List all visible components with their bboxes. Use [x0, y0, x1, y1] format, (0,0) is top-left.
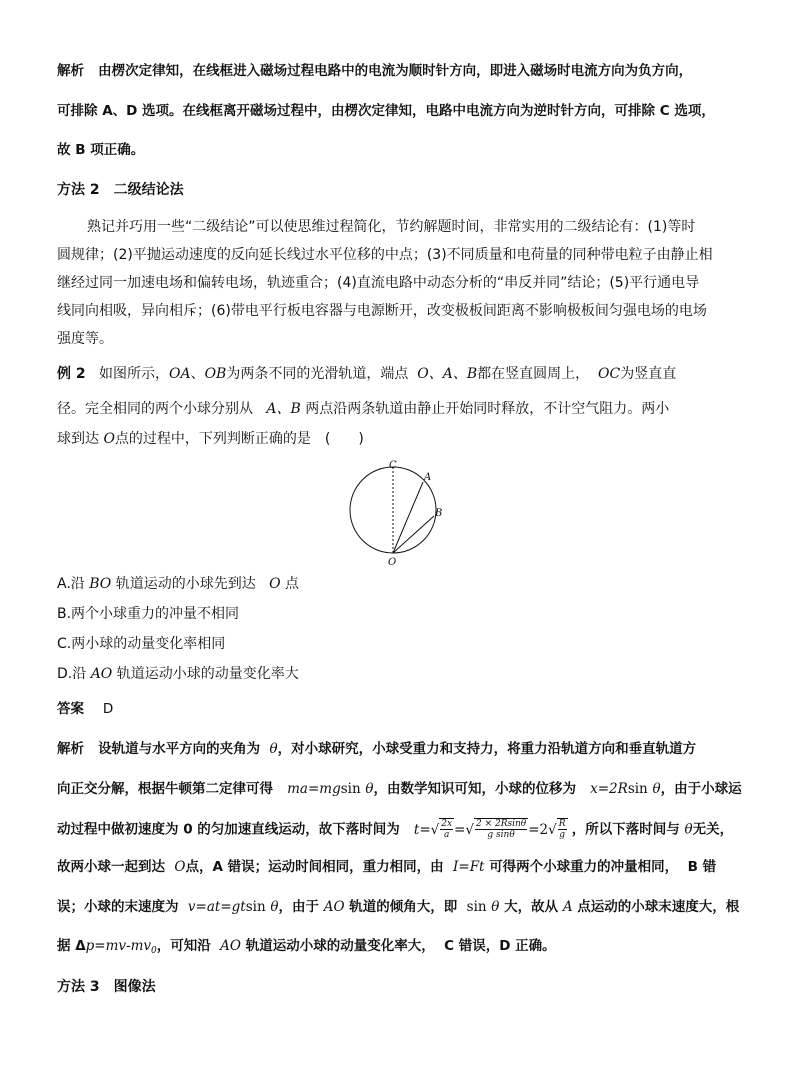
solution-line-6: 据 $\Delta p=mv-mv_0$，可知沿 AO 轨道运动小球的动量变化率大， C 错误，D 正确。: [57, 938, 556, 956]
option-b: B.两个小球重力的冲量不相同: [57, 606, 240, 622]
example-line-3: 球到达 O点的过程中，下列判断正确的是 ( ): [57, 431, 364, 447]
label-a: A: [424, 472, 432, 483]
solution-label: 解析: [57, 741, 84, 757]
analysis-line-2: 可排除 A、D 选项。在线框离开磁场过程中，由楞次定律知，电路中电流方向为逆时针方向，可排除 C 选项，: [57, 103, 715, 119]
method-3-heading: 方法 3 图像法: [57, 979, 156, 995]
solution-line-2: 向正交分解，根据牛顿第二定律可得 ma=mgsin θ，由数学知识可知，小球的位移为 x=2Rsin θ，由于小球运: [57, 781, 742, 797]
intro-line-3: 继经过同一加速电场和偏转电场，轨迹重合；(4)直流电路中动态分析的“串反并同”结论；(5)平行通电导: [57, 275, 700, 291]
option-a: A.沿 BO 轨道运动的小球先到达 O 点: [57, 576, 300, 592]
answer-line: [57, 700, 113, 718]
analysis-label: 解析: [57, 63, 84, 79]
analysis-line-1: [57, 62, 692, 80]
time-formula: t=√ $\frac{2x}{a}$ =√ $\frac{2 \times 2Rsin\theta}{\text{g sinθ}}$ =2√ $\frac{R}{g}$: [413, 819, 566, 840]
label-b: B: [435, 508, 443, 519]
circle-track-diagram: [349, 458, 449, 570]
answer-label: 答案: [57, 701, 84, 717]
example-label: 例 2: [57, 366, 86, 382]
solution-line-3: 动过程中做初速度为 0 的匀加速直线运动，故下落时间为 t=√ $\frac{2x}{a}$ =√ $\frac{2 \times 2Rsin\theta}{\text{g sinθ}}$ =2√ $\frac{R}{g}$ ，所以下落时间与 θ无关，: [57, 819, 734, 840]
intro-line-5: 强度等。: [57, 331, 113, 347]
example-line-1: 例 2 如图所示，OA、OB为两条不同的光滑轨道，端点 O、A、B都在竖直圆周上， OC为竖直直: [57, 366, 677, 382]
label-o: O: [388, 557, 397, 568]
method-2-heading: 方法 2 二级结论法: [57, 182, 184, 198]
example-line-2: 径。完全相同的两个小球分别从 A、B 两点沿两条轨道由静止开始同时释放，不计空气阻力。两小: [57, 401, 670, 417]
option-d: D.沿 AO 轨道运动小球的动量变化率大: [57, 666, 299, 682]
analysis-line-3: 故 B 项正确。: [57, 142, 145, 158]
intro-line-4: 线同向相吸，异向相斥；(6)带电平行板电容器与电源断开，改变极板间距离不影响极板间匀强电场的电场: [57, 303, 707, 319]
track-oa: [393, 482, 423, 553]
option-c: C.两小球的动量变化率相同: [57, 636, 226, 652]
intro-line-2: 圆规律；(2)平抛运动速度的反向延长线过水平位移的中点；(3)不同质量和电荷量的同种带电粒子由静止相: [57, 247, 713, 263]
solution-line-5: 误；小球的末速度为 v=at=gtsin θ，由于 AO 轨道的倾角大，即 sin θ 大，故从 A 点运动的小球末速度大，根: [57, 899, 740, 915]
solution-line-4: 故两小球一起到达 O点，A 错误；运动时间相同，重力相同，由 I=Ft 可得两个小球重力的冲量相同， B 错: [57, 859, 717, 875]
intro-line-1: 熟记并巧用一些“二级结论”可以使思维过程简化，节约解题时间，非常实用的二级结论有：(1)等时: [87, 219, 696, 235]
label-c: C: [389, 460, 397, 471]
analysis-text: 由楞次定律知，在线框进入磁场过程电路中的电流为顺时针方向，即进入磁场时电流方向为负方向，: [98, 63, 693, 79]
solution-line-1: 解析 设轨道与水平方向的夹角为 θ，对小球研究，小球受重力和支持力，将重力沿轨道方向和垂直轨道方: [57, 741, 697, 757]
answer-value: D: [102, 701, 114, 717]
